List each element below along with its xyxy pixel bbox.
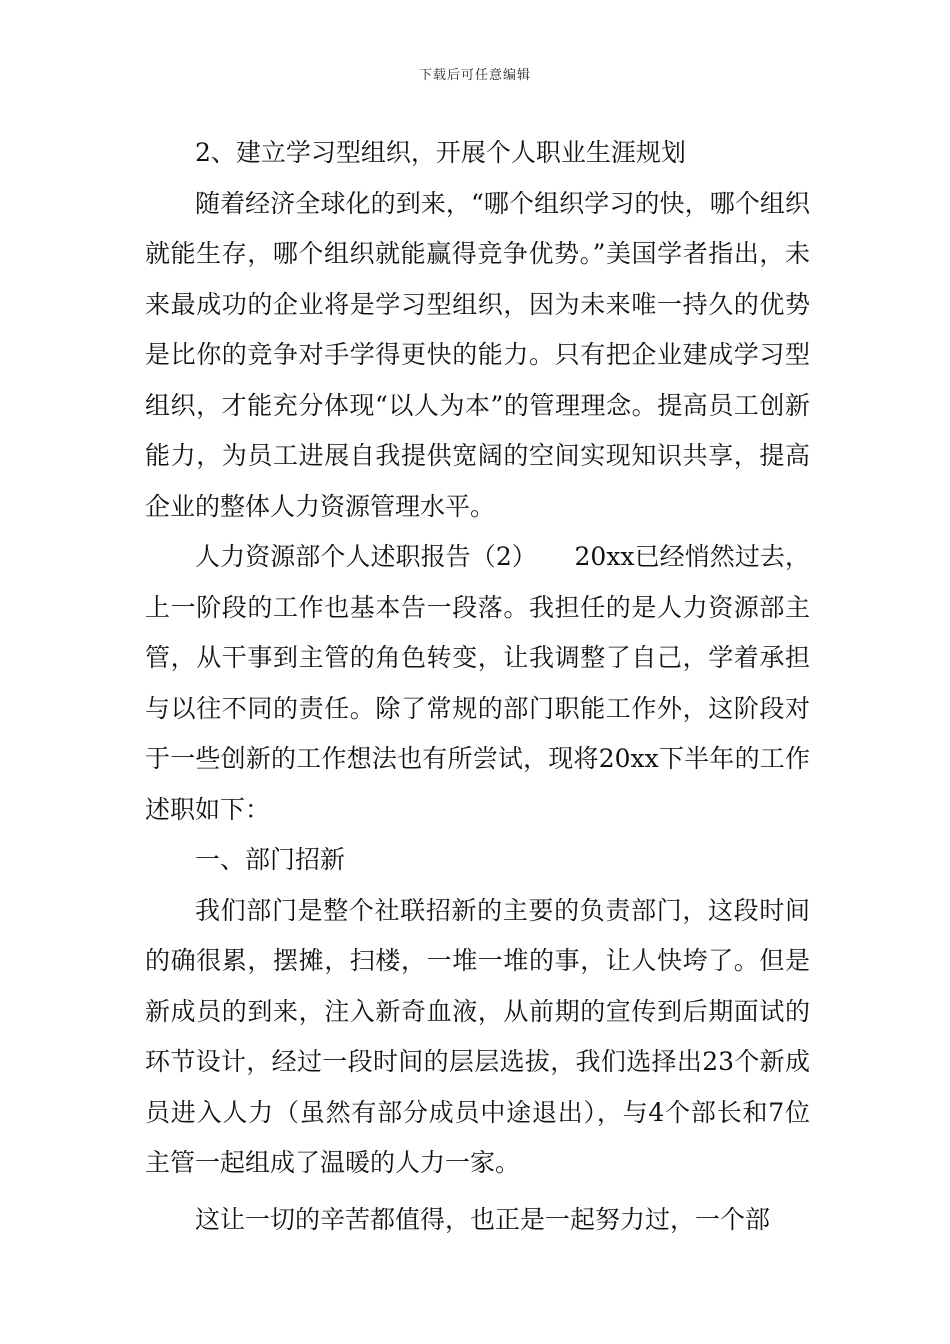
section-heading-recruitment: 一、部门招新 [195, 845, 346, 874]
document-body [145, 128, 810, 1245]
paragraph-globalization: 随着经济全球化的到来，“哪个组织学习的快，哪个组织就能生存，哪个组织就能赢得竞争优势。”美国学者指出，未来最成功的企业将是学习型组织，因为未来唯一持久的优势是比你的竞争对手学得更快的能力。只有把企业建成学习型组织，才能充分体现“以人为本”的管理理念。提高员工创新能力，为员工进展自我提供宽阔的空间实现知识共享，提高企业的整体人力资源管理水平。 [145, 188, 810, 521]
paragraph-recruitment: 我们部门是整个社联招新的主要的负责部门，这段时间的确很累，摆摊，扫楼，一堆一堆的事，让人快垮了。但是新成员的到来，注入新奇血液，从前期的宣传到后期面试的环节设计，经过一段时间的层层选拔，我们选择出23个新成员进入人力（虽然有部分成员中途退出），与4个部长和7位主管一起组成了温暖的人力一家。 [145, 895, 810, 1177]
paragraph-continuation: 这让一切的辛苦都值得，也正是一起努力过，一个部 [195, 1204, 771, 1234]
section-heading-learning-organization: 2、建立学习型组织，开展个人职业生涯规划 [195, 138, 686, 167]
paragraph-report-intro: 人力资源部个人述职报告（2） 20xx已经悄然过去，上一阶段的工作也基本告一段落。我担任的是人力资源部主管，从干事到主管的角色转变，让我调整了自己，学着承担与以往不同的责任。除了常规的部门职能工作外，这阶段对于一些创新的工作想法也有所尝试，现将20xx下半年的工作述职如下： [145, 542, 810, 824]
page-header: 下载后可任意编辑 [418, 68, 531, 83]
